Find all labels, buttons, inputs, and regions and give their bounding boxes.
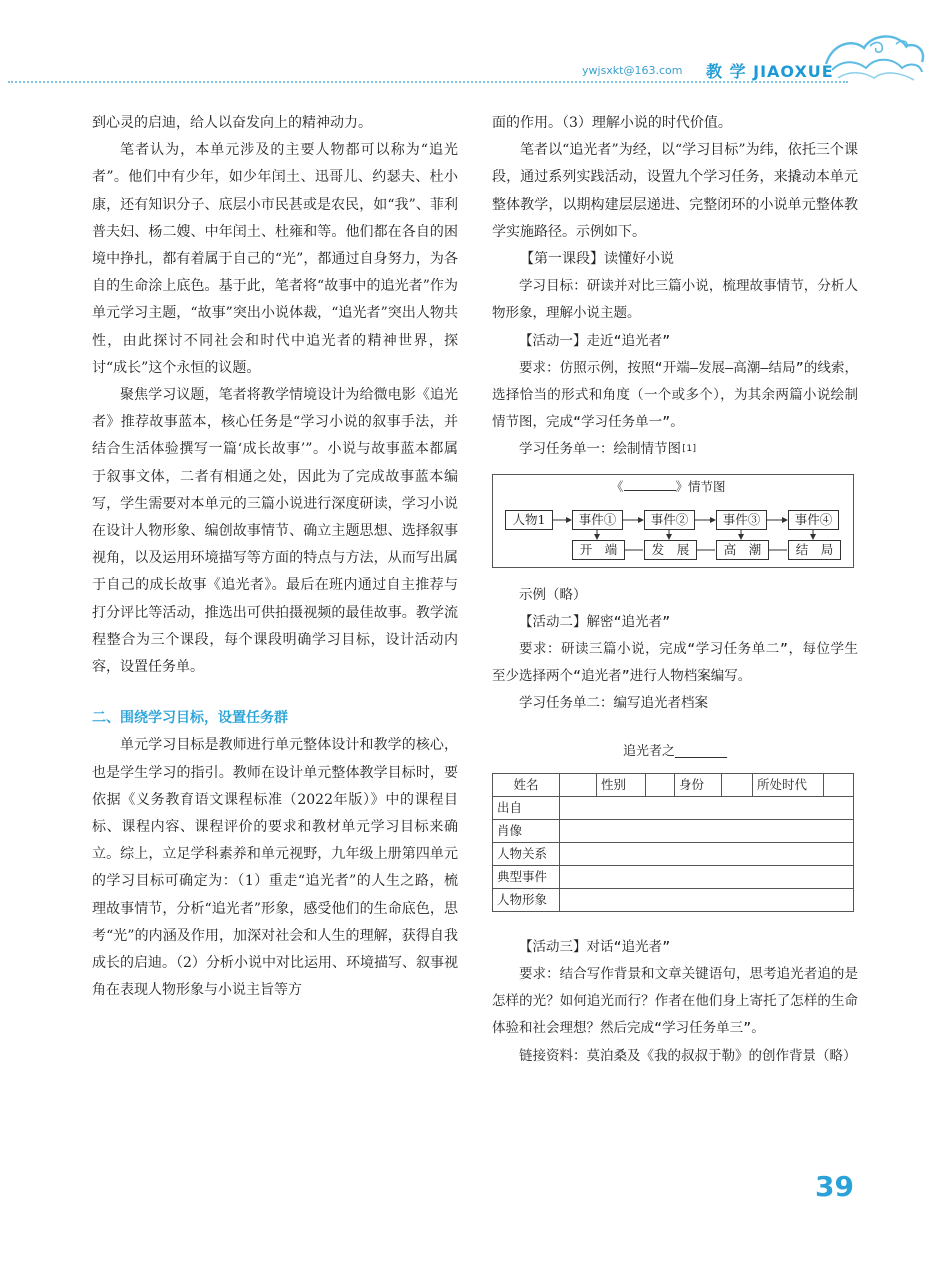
paragraph: 到心灵的启迪，给人以奋发向上的精神动力。 (92, 115, 372, 131)
stage-box: 开 端 (572, 540, 625, 560)
activity-title: 【活动三】对话“追光者” (519, 938, 671, 955)
task-sheet-title: 学习任务单二：编写追光者档案 (519, 695, 708, 712)
table-cell (560, 819, 854, 842)
table-row (493, 888, 854, 911)
activity-requirement: 要求：结合写作背景和文章关键语句，思考追光者追的是怎样的光？如何追光而行？作者在他们身上寄托了怎样的生命体验和社会理想？然后完成“学习任务单三”。 (492, 966, 858, 1037)
table-row (493, 796, 854, 819)
example-note: 示例（略） (519, 586, 587, 603)
paragraph: 聚焦学习议题，笔者将教学情境设计为给微电影《追光者》推荐故事蓝本，核心任务是“学习小说的叙事手法，并结合生活体验撰写一篇‘成长故事’”。小说与故事蓝本都属于叙事文体，二者有相通之处，因此为了完成故事蓝本编写，学生需要对本单元的三篇小说进行深度研读，学习小说在设计人物形象、编创故事情节、确立主题思想、选择叙事视角，以及运用环境描写等方面的特点与方法，从而写出属于自己的成长故事《追光者》。最后在班内通过自主推荐与打分评比等活动，推选出可供拍摄视频的最佳故事。教学流程整合为三个课段，每个课段明确学习目标，设计活动内容，设置任务单。 (92, 387, 458, 676)
table-row-label: 典型事件 (493, 865, 560, 888)
table-row-label: 人物关系 (493, 842, 560, 865)
cloud-wave-logo-icon (818, 24, 928, 86)
header-section-title: 教 学 JIAOXUE (706, 62, 834, 81)
table-header-cell: 身份 (675, 773, 722, 796)
event-box: 事件① (572, 510, 623, 530)
table-header-cell: 姓名 (493, 773, 560, 796)
table-row-label: 人物形象 (493, 888, 560, 911)
paragraph: 单元学习目标是教师进行单元整体设计和教学的核心，也是学生学习的指引。教师在设计单元整体教学目标时，要依据《义务教育语文课程标准（2022年版）》中的课程目标、课程内容、课程评价的要求和教材单元学习目标来确立。综上，立足学科素养和单元视野，九年级上册第四单元的学习目标可确定为：（1）重走“追光者”的人生之路，梳理故事情节，分析“追光者”形象，感受他们的生命底色，思考“光”的内涵及作用，加深对社会和人生的理解，获得自我成长的启迪。（2）分析小说中对比运用、环境描写、叙事视角在表现人物形象与小说主旨等方 (92, 737, 458, 999)
table-header-cell: 性别 (597, 773, 646, 796)
table-row (493, 819, 854, 842)
task-sheet-title (492, 436, 858, 463)
page-number: 39 (815, 1170, 854, 1203)
plot-diagram-title (611, 478, 726, 496)
table-row (493, 865, 854, 888)
title-prefix: 《 (611, 478, 624, 494)
table-row (493, 773, 854, 796)
title-blank (624, 478, 676, 491)
activity-title: 【活动二】解密“追光者” (519, 613, 671, 630)
plot-diagram (492, 474, 854, 568)
table-cell (560, 796, 854, 819)
header-email: ywjsxkt@163.com (582, 64, 683, 77)
stage-box: 高 潮 (716, 540, 769, 560)
activity-title: 【活动一】走近“追光者” (519, 332, 671, 349)
event-box: 事件② (644, 510, 695, 530)
table-cell (560, 865, 854, 888)
link-resource: 链接资料：莫泊桑及《我的叔叔于勒》的创作背景（略） (519, 1047, 857, 1064)
learning-goal: 学习目标：研读并对比三篇小说，梳理故事情节，分析人物形象，理解小说主题。 (492, 278, 858, 322)
paragraph: 面的作用。（3）理解小说的时代价值。 (492, 115, 732, 131)
paragraph: 笔者以“追光者”为经，以“学习目标”为纬，依托三个课段，通过系列实践活动，设置九个学习任务，来撬动本单元整体教学，以期构建层层递进、完整闭环的小说单元整体教学实施路径。示例如下。 (492, 142, 858, 240)
paragraph: 笔者认为，本单元涉及的主要人物都可以称为“追光者”。他们中有少年，如少年闰土、迅哥儿、约瑟夫、杜小康，还有知识分子、底层小市民甚或是农民，如“我”、菲利普夫妇、杨二嫂、中年闰土、杜雍和等。他们都在各自的困境中挣扎，都有着属于自己的“光”，都通过自身努力，为各自的生命涂上底色。基于此，笔者将“故事中的追光者”作为单元学习主题，“故事”突出小说体裁，“追光者”突出人物共性，由此探讨不同社会和时代中追光者的精神世界，探讨“成长”这个永恒的议题。 (92, 142, 458, 376)
archive-table (492, 773, 854, 912)
event-box: 事件③ (716, 510, 767, 530)
table-cell (560, 773, 597, 796)
task-sheet-label: 学习任务单一：绘制情节图 (519, 441, 681, 458)
table-cell (824, 773, 854, 796)
table-row (493, 842, 854, 865)
right-column (492, 110, 858, 1070)
person-box: 人物1 (505, 510, 553, 530)
activity-requirement: 要求：研读三篇小说，完成“学习任务单二”，每位学生至少选择两个“追光者”进行人物档案编写。 (492, 641, 858, 685)
table-cell (560, 888, 854, 911)
table-cell (646, 773, 675, 796)
stage-box: 发 展 (644, 540, 697, 560)
table-cell (560, 842, 854, 865)
archive-table-title: 追光者之________ (622, 743, 727, 759)
left-column (92, 110, 458, 1005)
section-heading: 二、围绕学习目标，设置任务群 (92, 710, 288, 727)
activity-requirement: 要求：仿照示例，按照“开端—发展—高潮—结局”的线索，选择恰当的形式和角度（一个或多个），为其余两篇小说绘制情节图，完成“学习任务单一”。 (492, 359, 858, 431)
table-cell (722, 773, 753, 796)
title-suffix: 》情节图 (675, 478, 726, 494)
table-row-label: 出自 (493, 796, 560, 819)
stage-heading: 【第一课段】读懂好小说 (520, 251, 674, 268)
stage-box: 结 局 (788, 540, 841, 560)
footnote-ref: [1] (681, 444, 698, 455)
event-box: 事件④ (788, 510, 839, 530)
table-header-cell: 所处时代 (753, 773, 824, 796)
table-row-label: 肖像 (493, 819, 560, 842)
